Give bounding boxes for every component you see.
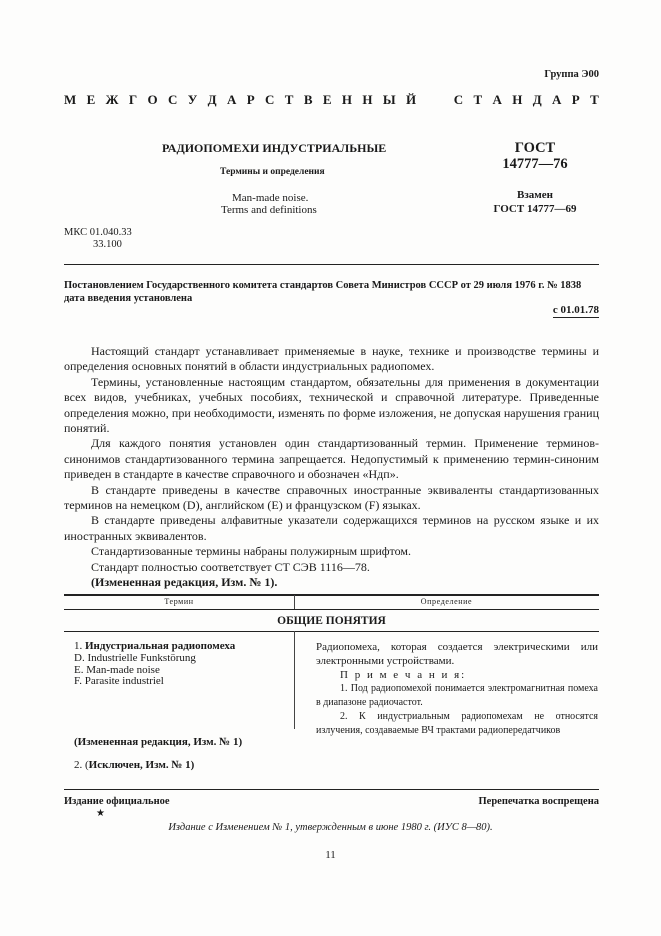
banner-letter: Е xyxy=(322,92,332,107)
banner-letter: А xyxy=(492,92,502,107)
amendment-note: (Измененная редакция, Изм. № 1). xyxy=(91,575,278,590)
paragraph: Для каждого понятия установлен один стандартизованный термин. Применение терминов-синонимов стандартизованного термина запрещается. Недопустимый к применению термин-синоним приведен в стандарте в качестве справочного и обозначен «Ндп». xyxy=(64,436,599,482)
term-ru-text: Индустриальная радиопомеха xyxy=(85,640,236,652)
banner-letter: Й xyxy=(405,92,417,107)
column-header-definition: Определение xyxy=(420,597,473,606)
banner-letter: С xyxy=(168,92,178,107)
banner-letter: Н xyxy=(512,92,523,107)
divider-top xyxy=(64,264,599,265)
amendment-note-2: (Измененная редакция, Изм. № 1) xyxy=(74,736,243,748)
table-header-divider xyxy=(294,595,295,609)
term-entry xyxy=(74,641,235,688)
term-definition xyxy=(316,640,598,738)
document-title: РАДИОПОМЕХИ ИНДУСТРИАЛЬНЫЕ xyxy=(162,141,387,155)
excluded-prefix: 2. ( xyxy=(74,759,89,771)
banner-letter: Н xyxy=(341,92,353,107)
banner-letter: Ы xyxy=(382,92,396,107)
banner-letter: С xyxy=(453,92,464,107)
banner-letter: У xyxy=(187,92,198,107)
mks-code-2: 33.100 xyxy=(93,239,122,250)
replaces-block xyxy=(470,188,600,216)
banner-letter: Т xyxy=(473,92,483,107)
edition-note: Издание с Изменением № 1, утвержденным в июне 1980 г. (ИУС 8—80). xyxy=(168,822,493,833)
banner-letter: В xyxy=(303,92,313,107)
effective-date: с 01.01.78 xyxy=(552,304,599,316)
banner-letter: Д xyxy=(207,92,217,107)
banner-letter: Ж xyxy=(105,92,119,107)
paragraph: Термины, установленные настоящим стандартом, обязательны для применения в документации всех видов, учебниках, учебных пособиях, технической и справочной литературе. Приведенные определения можно, при необходимости, изменять по форме изложения, не допуская нарушения границ понятий. xyxy=(64,374,599,436)
table-column-divider xyxy=(294,631,295,729)
page-number: 11 xyxy=(325,849,336,861)
table-header xyxy=(64,594,599,609)
banner-interstate-standard xyxy=(64,92,599,108)
term-number: 1. xyxy=(74,640,83,652)
term-de: D. Industrielle Funkstörung xyxy=(74,651,196,664)
notes-label: П р и м е ч а н и я: xyxy=(340,669,467,681)
paragraph: Стандартизованные термины набраны полужирным шрифтом. xyxy=(91,544,411,559)
banner-letter xyxy=(426,92,429,108)
term-fr: F. Parasite industriel xyxy=(74,675,164,688)
banner-letter: Р xyxy=(246,92,255,107)
replace-label: Взамен xyxy=(517,189,553,201)
mks-code-1: МКС 01.040.33 xyxy=(64,227,132,238)
banner-letter: Т xyxy=(284,92,294,107)
excluded-text: Исключен, Изм. № 1) xyxy=(88,759,195,771)
column-header-term: Термин xyxy=(164,597,194,606)
divider-bottom xyxy=(64,789,599,790)
banner-letter: Д xyxy=(532,92,542,107)
note-2: 2. К индустриальным радиопомехам не относятся излучения, создаваемые ВЧ трактами радиопередатчиков xyxy=(316,711,598,736)
banner-letter: А xyxy=(226,92,237,107)
table-header-bottom-border xyxy=(64,609,599,610)
reprint-prohibited: Перепечатка воспрещена xyxy=(478,796,599,807)
official-edition: Издание официальное xyxy=(64,796,170,807)
definition-text: Радиопомеха, которая создается электрическими или электронными устройствами. xyxy=(316,641,598,667)
banner-letter: Е xyxy=(86,92,96,107)
english-title-2: Terms and definitions xyxy=(221,204,317,216)
banner-letter: М xyxy=(64,92,77,107)
section-title: ОБЩИЕ ПОНЯТИЯ xyxy=(277,615,386,627)
decree-text: Постановлением Государственного комитета стандартов Совета Министров СССР от 29 июля 1976 г. № 1838 дата введения установлена xyxy=(64,280,582,304)
replace-number: ГОСТ 14777—69 xyxy=(493,203,577,215)
note-1: 1. Под радиопомехой понимается электромагнитная помеха в диапазоне радиочастот. xyxy=(316,683,598,708)
star-icon: ★ xyxy=(96,808,105,819)
paragraph: Настоящий стандарт устанавливает применяемые в науке, технике и производстве термины и определения основных понятий в области индустриальных радиопомех. xyxy=(64,344,599,374)
gost-number: 14777—76 xyxy=(502,156,568,172)
banner-letter xyxy=(440,92,443,108)
paragraph: В стандарте приведены алфавитные указатели содержащихся терминов на русском языке и их иностранных эквивалентов. xyxy=(64,513,599,543)
group-code: Группа Э00 xyxy=(544,69,599,80)
excluded-item xyxy=(74,759,194,771)
banner-letter: Т xyxy=(590,92,599,107)
banner-letter: Н xyxy=(362,92,373,107)
gost-label: ГОСТ xyxy=(514,140,556,156)
term-en: E. Man-made noise xyxy=(74,663,160,676)
banner-letter: О xyxy=(147,92,158,107)
paragraph: В стандарте приведены в качестве справочных иностранные эквиваленты стандартизованных терминов на немецком (D), английском (E) и французском (F) языках. xyxy=(64,482,599,513)
paragraph: Стандарт полностью соответствует СТ СЭВ 1116—78. xyxy=(91,559,370,574)
banner-letter: Г xyxy=(128,92,138,107)
banner-letter: С xyxy=(265,92,275,107)
introduction xyxy=(64,344,599,591)
section-bottom-border xyxy=(64,631,599,632)
english-title-1: Man-made noise. xyxy=(232,192,309,204)
document-subtitle: Термины и определения xyxy=(220,167,325,177)
banner-letter: Р xyxy=(571,92,580,107)
banner-letter: А xyxy=(552,92,562,107)
gost-designation xyxy=(470,140,600,172)
